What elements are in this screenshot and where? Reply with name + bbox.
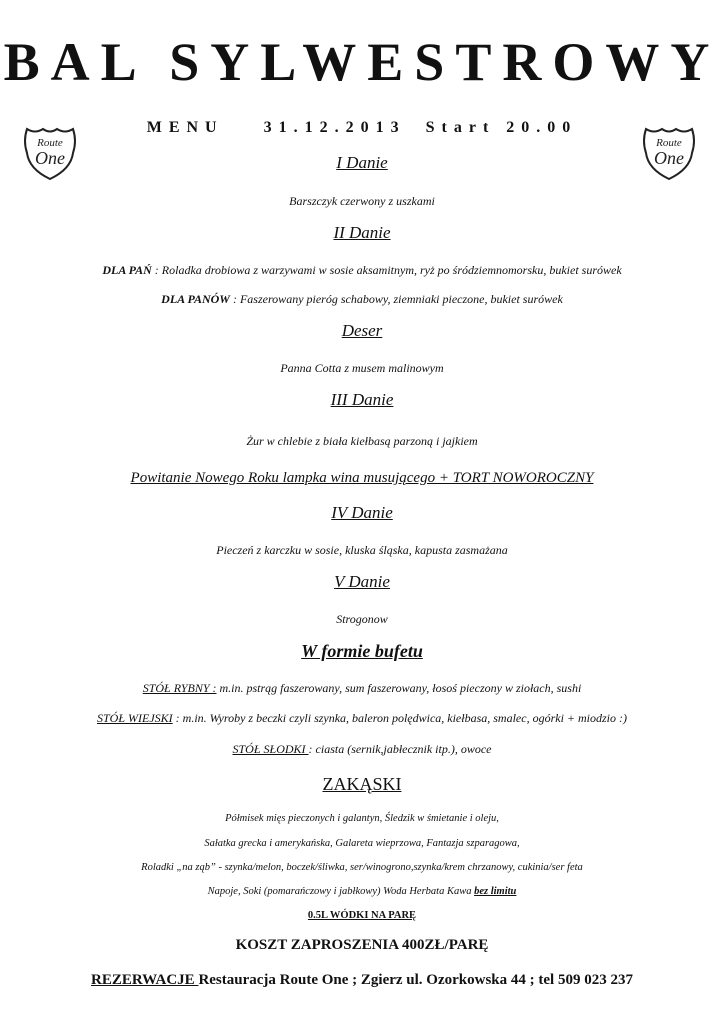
page-title: BAL SYLWESTROWY xyxy=(3,32,721,92)
bufet-sweet xyxy=(0,741,724,757)
start-time: Start 20.00 xyxy=(425,119,578,136)
zakaski-line-1: Półmisek mięs pieczonych i galantyn, Śledzik w śmietanie i oleju, xyxy=(225,813,499,824)
sweet-label: STÓŁ SŁODKI xyxy=(232,742,309,756)
heading-danie-2: II Danie xyxy=(333,223,391,242)
country-label: STÓŁ WIEJSKI xyxy=(96,711,173,725)
bufet-fish xyxy=(0,680,724,696)
heading-deser: Deser xyxy=(341,321,383,340)
logo-text-route: Route xyxy=(656,137,682,149)
fish-text: m.in. pstrąg faszerowany, sum faszerowany, łosoś pieczony w ziołach, sushi xyxy=(216,681,582,695)
heading-bufet: W formie bufetu xyxy=(301,641,423,661)
reservation-label: REZERWACJE xyxy=(91,972,199,988)
heading-danie-3: III Danie xyxy=(330,390,394,409)
zakaski-line-4 xyxy=(0,884,724,900)
gents-text: : Faszerowany pieróg schabowy, ziemniaki pieczone, bukiet surówek xyxy=(229,292,563,306)
menu-subtitle xyxy=(0,118,724,138)
heading-zakaski: ZAKĄSKI xyxy=(322,774,402,794)
new-year-welcome: Powitanie Nowego Roku lampka wina musującego + TORT NOWOROCZNY xyxy=(130,470,594,486)
gents-label: DLA PANÓW xyxy=(161,292,230,306)
event-date: 31.12.2013 xyxy=(263,119,406,136)
bufet-country xyxy=(0,710,724,726)
fish-label: STÓŁ RYBNY : xyxy=(142,681,217,695)
danie-4-item: Pieczeń z karczku w sosie, kluska śląska, kapusta zasmażana xyxy=(216,543,508,557)
danie-5-item: Strogonow xyxy=(336,612,388,626)
unlimited-label: bez limitu xyxy=(474,886,517,897)
sweet-text: : ciasta (sernik,jabłecznik itp.), owoce xyxy=(308,742,492,756)
heading-danie-1: I Danie xyxy=(336,153,388,172)
danie-3-item: Żur w chlebie z biała kiełbasą parzoną i jajkiem xyxy=(246,434,478,448)
cost-value: 400ZŁ/PARĘ xyxy=(402,937,489,953)
vodka-line xyxy=(0,908,724,924)
logo-text-one: One xyxy=(35,148,65,168)
cost-label: KOSZT ZAPROSZENIA xyxy=(235,937,399,953)
reservation-line xyxy=(0,970,724,990)
danie-2-ladies xyxy=(0,262,724,278)
ladies-text: : Roladka drobiowa z warzywami w sosie aksamitnym, ryż po śródziemnomorsku, bukiet surówek xyxy=(151,263,622,277)
danie-1-item: Barszczyk czerwony z uszkami xyxy=(289,194,435,208)
vodka-text: 0.5L WÓDKI NA PARĘ xyxy=(307,910,417,921)
heading-danie-5: V Danie xyxy=(334,572,390,591)
drinks-text: Napoje, Soki (pomarańczowy i jabłkowy) Woda Herbata Kawa xyxy=(207,886,475,897)
zakaski-line-2: Sałatka grecka i amerykańska, Galareta wieprzowa, Fantazja szparagowa, xyxy=(204,838,520,849)
reservation-text: Restauracja Route One ; Zgierz ul. Ozorkowska 44 ; tel 509 023 237 xyxy=(198,972,633,988)
heading-danie-4: IV Danie xyxy=(331,503,393,522)
logo-text-one: One xyxy=(654,148,684,168)
country-text: : m.in. Wyroby z beczki czyli szynka, baleron polędwica, kiełbasa, smalec, ogórki + miodzio :) xyxy=(172,711,628,725)
ladies-label: DLA PAŃ xyxy=(102,263,152,277)
deser-item: Panna Cotta z musem malinowym xyxy=(280,361,444,375)
danie-2-gents xyxy=(0,291,724,307)
zakaski-line-3: Roladki „na ząb” - szynka/melon, boczek/śliwka, ser/winogrono,szynka/krem chrzanowy, cukinia/ser feta xyxy=(141,862,583,873)
logo-text-route: Route xyxy=(37,137,63,149)
cost-line xyxy=(0,935,724,955)
menu-label: MENU xyxy=(146,119,224,136)
